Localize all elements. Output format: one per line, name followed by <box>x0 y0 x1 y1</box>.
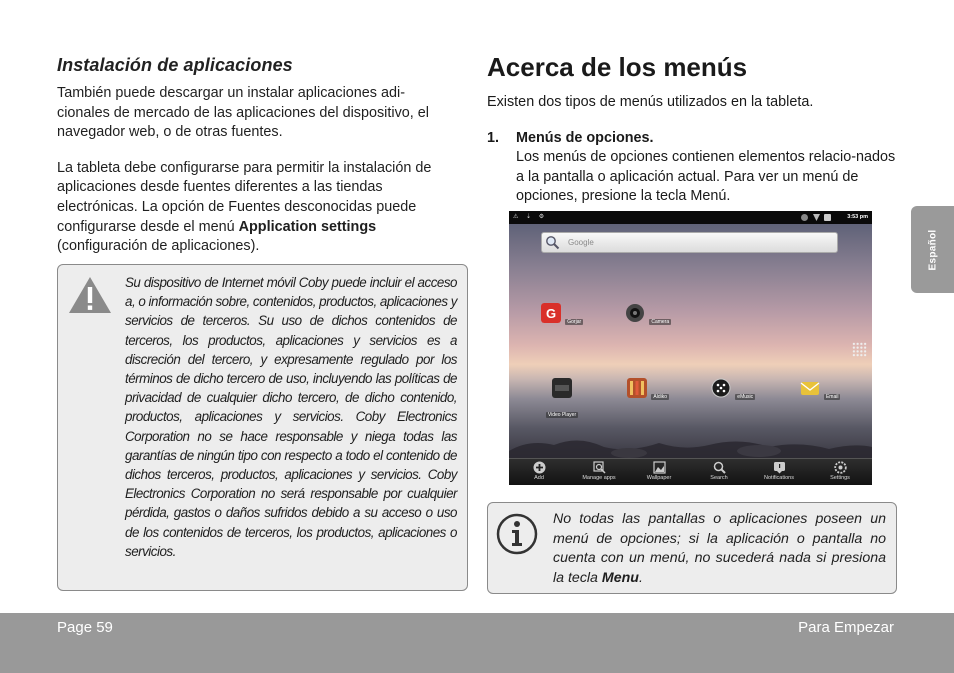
status-bar <box>509 211 872 224</box>
menu-search[interactable] <box>689 461 749 481</box>
page-number: Page 59 <box>57 619 113 636</box>
menu-label: Notifications <box>764 475 794 481</box>
config-paragraph <box>57 159 457 257</box>
info-text-body: No todas las pantallas o aplicaciones poseen un menú de opciones; si la aplicación o pantalla no cuenta con un menú, no sucederá nada si presiona la tecla <box>553 511 886 586</box>
notifications-icon <box>773 461 786 474</box>
notification-icons: ⚠ ⇣ ⚙ <box>513 214 548 220</box>
info-text <box>553 510 886 588</box>
info-text-end: . <box>638 569 643 586</box>
clock: 3:53 pm <box>847 214 868 220</box>
app-aldiko[interactable] <box>623 378 673 403</box>
svg-text:G: G <box>545 306 556 321</box>
camera-app-icon <box>625 303 645 323</box>
gorjar-app-icon <box>541 303 561 323</box>
language-tab <box>911 206 954 293</box>
search-placeholder: Google <box>568 238 594 247</box>
page-footer <box>0 613 954 673</box>
email-app-icon <box>800 378 820 398</box>
app-label: eMusic <box>737 394 754 400</box>
menu-label: Search <box>710 475 728 481</box>
intro-paragraph: Existen dos tipos de menús utilizados en la tableta. <box>487 94 814 110</box>
install-paragraph: También puede descargar un instalar aplicaciones adi-cionales de mercado de las aplicaciones del dispositivo, el navegador web, o de otras fuentes. <box>57 85 429 141</box>
left-column <box>57 55 457 257</box>
menu-notifications[interactable] <box>749 461 809 481</box>
battery-icon <box>801 214 808 221</box>
list-item-body: Los menús de opciones contienen elementos relacio-nados a la pantalla o aplicación actual. Para ver un menú de opciones, presione la tecla Menú. <box>516 149 896 205</box>
app-label: Camera <box>651 319 670 325</box>
wallpaper-icon <box>653 461 666 474</box>
menu-label: Manage apps <box>582 475 616 481</box>
warning-icon <box>68 276 112 314</box>
info-callout <box>487 502 897 594</box>
app-label: Aldiko <box>653 394 668 400</box>
menu-settings[interactable] <box>810 461 870 481</box>
section-name: Para Empezar <box>798 619 894 636</box>
menu-label: Add <box>534 475 544 481</box>
app-video-player[interactable] <box>537 378 587 421</box>
search-icon <box>545 235 560 250</box>
add-icon <box>533 461 546 474</box>
google-search-bar[interactable] <box>541 232 838 253</box>
aldiko-app-icon <box>627 378 647 398</box>
config-text: La tableta debe configurarse para permitir la instalación de aplicaciones desde fuentes diferentes a las tiendas electrónicas. La opción de Fuentes desconocidas puede configurarse desde el menú <box>57 159 432 235</box>
app-gorjar[interactable] <box>537 303 587 328</box>
app-label: Gorjar <box>567 319 582 325</box>
app-camera[interactable] <box>623 303 673 328</box>
list-number: 1. <box>487 129 500 146</box>
menu-wallpaper[interactable] <box>629 461 689 481</box>
language-tab-label: Español <box>927 229 938 270</box>
mail-icon <box>824 214 831 221</box>
application-settings-term: Application settings <box>238 218 377 235</box>
tablet-screenshot <box>509 211 872 485</box>
list-item <box>487 129 897 207</box>
app-label: Email <box>825 394 839 400</box>
section-subheading: Instalación de aplicaciones <box>57 55 293 75</box>
menu-manage-apps[interactable] <box>569 461 629 481</box>
menu-key-term: Menu <box>601 569 639 586</box>
emusic-app-icon <box>711 378 731 398</box>
list-item-title: Menús de opciones. <box>516 129 654 146</box>
page-title: Acerca de los menús <box>487 52 748 82</box>
wifi-icon <box>813 214 820 221</box>
app-label: Video Player <box>547 412 577 418</box>
menu-label: Wallpaper <box>646 475 672 481</box>
settings-icon <box>834 461 847 474</box>
app-email[interactable] <box>795 378 845 403</box>
right-column <box>487 52 897 207</box>
search-icon <box>713 461 726 474</box>
warning-text: Su dispositivo de Internet móvil Coby puede incluir el acceso a, o información sobre, contenidos, productos, aplicaciones y servicios de terceros. Su uso de dichos contenidos de terceros, los productos, aplicaciones y servicios es a discreción del tercero, y expresamente regulado por los términos de dicho tercero de uso, incluyendo las políticas de privacidad de cualquier dicho tercero, de dicho contenido, productos, aplicaciones y servicios. Coby Electronics Corporation no se hace responsable y niega todas las garantías de ningún tipo con respecto a todo el contenido de dichos terceros, productos, aplicaciones y servicios. Coby Electronics Corporation no será responsable por cualquier pérdida, gastos o daños sufridos debido a su acceso o uso de los contenidos de terceros, los productos, aplicaciones o servicios. <box>125 275 457 559</box>
warning-callout <box>57 264 468 591</box>
info-icon <box>496 513 538 555</box>
app-emusic[interactable] <box>708 378 758 403</box>
menu-label: Settings <box>830 475 850 481</box>
manage-apps-icon <box>593 461 606 474</box>
video-player-app-icon <box>552 378 572 398</box>
config-text-end: (configuración de aplicaciones). <box>57 238 260 255</box>
options-menu-bar <box>509 458 872 485</box>
app-drawer-icon[interactable] <box>852 342 867 357</box>
menu-add[interactable] <box>509 461 569 481</box>
